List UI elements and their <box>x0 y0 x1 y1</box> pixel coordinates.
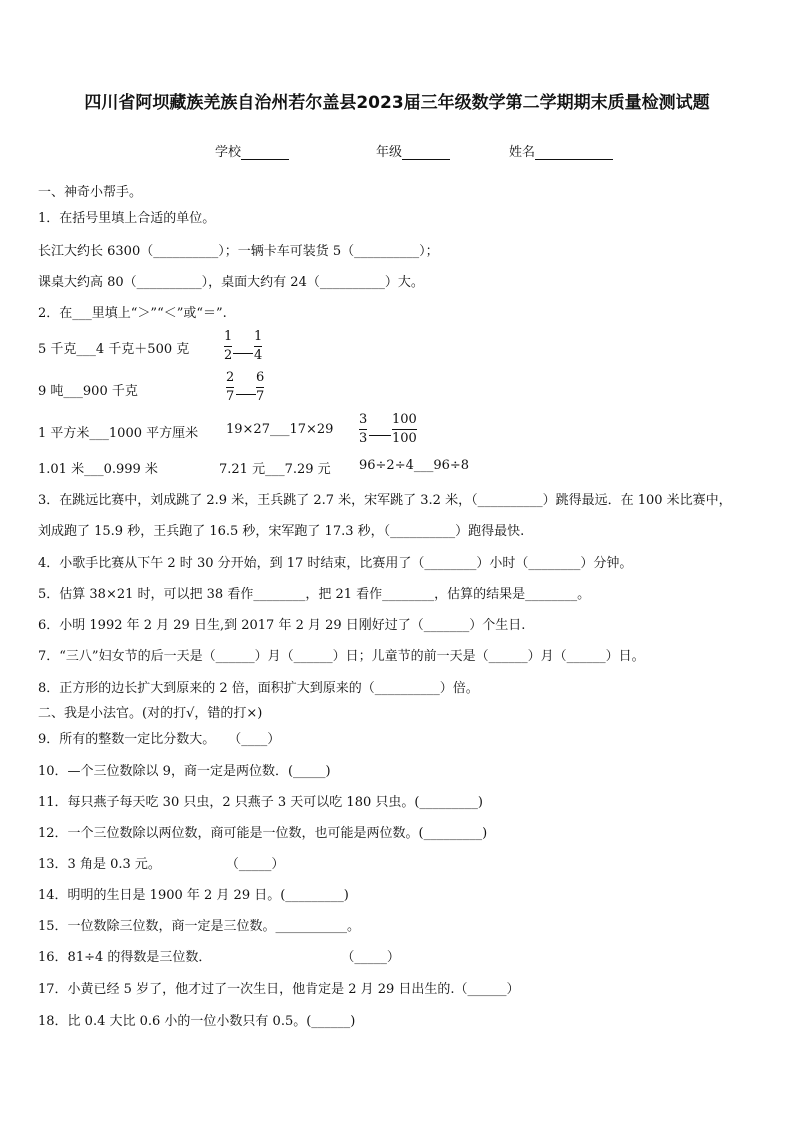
q4-text: 4．小歌手比赛从下午 2 时 30 分开始，到 17 时结束，比赛用了（________）小时（________）分钟。 <box>38 556 633 571</box>
compare-blank[interactable] <box>369 421 391 436</box>
q2-row1-left: 5 千克___4 千克＋500 克 <box>38 342 190 357</box>
fraction-bar <box>224 346 232 347</box>
q14-text: 14．明明的生日是 1900 年 2 月 29 日。(_________) <box>38 888 349 903</box>
grade-field[interactable] <box>376 141 450 160</box>
q2-frac1-num2: 1 <box>254 329 263 344</box>
q2-frac2-num2: 6 <box>256 370 265 385</box>
q12-text: 12．一个三位数除以两位数，商可能是一位数，也可能是两位数。(_________) <box>38 826 488 841</box>
q2-row2-left: 9 吨___900 千克 <box>38 384 138 399</box>
q2-row3-left: 1 平方米___1000 平方厘米 <box>38 426 199 441</box>
name-blank[interactable] <box>535 145 613 160</box>
q2-frac2-den1: 7 <box>226 389 235 404</box>
fraction-bar <box>256 387 264 388</box>
q5-text: 5．估算 38×21 时，可以把 38 看作________，把 21 看作________，估算的结果是________。 <box>38 587 591 602</box>
q2-frac1-num1: 1 <box>224 329 233 344</box>
q2-title: 2．在___里填上“＞”“＜”或“＝”. <box>38 306 227 321</box>
q9-text: 9．所有的整数一定比分数大。 （____） <box>38 732 281 747</box>
q2-row4-left: 1.01 米___0.999 米 <box>38 462 158 477</box>
grade-label: 年级 <box>376 145 403 160</box>
q11-text: 11．每只燕子每天吃 30 只虫，2 只燕子 3 天可以吃 180 只虫。(_________) <box>38 795 484 810</box>
q10-text: 10．—个三位数除以 9，商一定是两位数．(_____) <box>38 764 331 779</box>
q2-frac3-num2: 100 <box>392 412 417 427</box>
school-label: 学校 <box>215 145 242 160</box>
q2-fraction-2b <box>256 370 264 405</box>
q13-text: 13．3 角是 0.3 元。 （_____） <box>38 857 285 872</box>
q2-frac1-den2: 4 <box>254 348 263 363</box>
q2-frac2-num1: 2 <box>226 370 235 385</box>
q6-text: 6．小明 1992 年 2 月 29 日生,到 2017 年 2 月 29 日刚好过了（_______）个生日. <box>38 618 526 633</box>
q2-row4-middle: 7.21 元___7.29 元 <box>219 462 331 477</box>
q1-line1: 长江大约长 6300（__________）；一辆卡车可装货 5（__________）； <box>38 244 439 259</box>
q2-fraction-1a <box>224 329 232 364</box>
school-field[interactable] <box>215 141 289 160</box>
q3-line1: 3．在跳远比赛中，刘成跳了 2.9 米，王兵跳了 2.7 米，宋军跳了 3.2 米，（__________）跳得最远．在 100 米比赛中， <box>38 493 732 508</box>
q2-fraction-3a <box>359 412 367 447</box>
q17-text: 17．小黄已经 5 岁了，他才过了一次生日，他肯定是 2 月 29 日出生的.（______） <box>38 982 520 997</box>
compare-blank[interactable] <box>233 339 253 354</box>
q2-frac2-den2: 7 <box>256 389 265 404</box>
q7-text: 7．“三八”妇女节的后一天是（______）月（______）日；儿童节的前一天是（______）月（______）日。 <box>38 649 645 664</box>
fraction-bar <box>254 346 262 347</box>
page-title: 四川省阿坝藏族羌族自治州若尔盖县2023届三年级数学第二学期期末质量检测试题 <box>84 93 710 113</box>
q2-fraction-2a <box>226 370 234 405</box>
grade-blank[interactable] <box>402 145 450 160</box>
q1-line2: 课桌大约高 80（__________），桌面大约有 24（__________）大。 <box>38 275 424 290</box>
fraction-bar <box>392 429 417 430</box>
q2-frac3-num1: 3 <box>359 412 368 427</box>
q2-frac1-den1: 2 <box>224 348 233 363</box>
name-field[interactable] <box>509 141 613 160</box>
q18-text: 18．比 0.4 大比 0.6 小的一位小数只有 0.5。(______) <box>38 1014 356 1029</box>
q2-frac3-den2: 100 <box>392 431 417 446</box>
q16-text: 16．81÷4 的得数是三位数． （_____） <box>38 950 400 965</box>
q2-fraction-3b <box>392 412 417 447</box>
fraction-bar <box>226 387 234 388</box>
q1-title: 1．在括号里填上合适的单位。 <box>38 211 216 226</box>
compare-blank[interactable] <box>236 380 256 395</box>
q2-fraction-1b <box>254 329 262 364</box>
school-blank[interactable] <box>241 145 289 160</box>
q2-row3-middle: 19×27___17×29 <box>226 422 334 437</box>
q2-frac3-den1: 3 <box>359 431 368 446</box>
name-label: 姓名 <box>509 145 536 160</box>
fraction-bar <box>359 429 367 430</box>
section-2-heading: 二、我是小法官。(对的打√，错的打×) <box>38 706 263 721</box>
section-1-heading: 一、神奇小帮手。 <box>38 185 143 200</box>
q3-line2: 刘成跑了 15.9 秒，王兵跑了 16.5 秒，宋军跑了 17.3 秒，（__________）跑得最快. <box>38 524 525 539</box>
q8-text: 8．正方形的边长扩大到原来的 2 倍，面积扩大到原来的（__________）倍。 <box>38 681 479 696</box>
q15-text: 15．一位数除三位数，商一定是三位数。___________。 <box>38 919 361 934</box>
q2-row4-right: 96÷2÷4___96÷8 <box>359 458 470 473</box>
